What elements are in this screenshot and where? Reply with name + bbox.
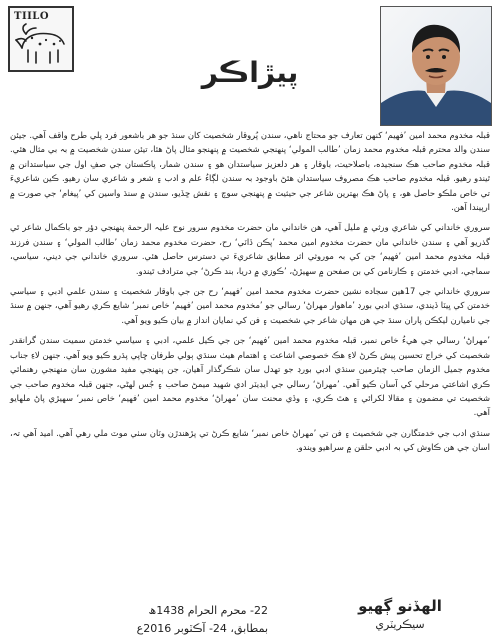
- paragraph: سروري خانداني کي شاعري ورثي ۾ مليل آهي، هن خانداني مان حضرت مخدوم سرور نوح عليہ الرحمة پنهنجي دؤر جو باڪمال شاعر ٿي گذريو آهي ۽ سندن خانداني مان حضرت مخدوم امين محمد ’پڪن ڏاٽي‘ رح، حضرت مخدوم محمد زمان ’طالب المولي‘ ۽ سندن فرزند قبلہ مخدوم محمد امين ’فهيم‘ جن کي بہ موروثي اثر مطابق شاعريءَ تي دسترس حاصل هئي. سروري خانداني جي ديني، سياسي، سماجي، ادبي خدمتن ۽ ڪارنامن کي بن صفحن ۾ سهيڙڻ، ’ڪوزي ۾ دريا، بند ڪرڻ‘ جي مترادف ٿيندو.: [10, 222, 490, 276]
- portrait-image: [381, 7, 491, 125]
- signature-title: سيڪريٽري: [375, 618, 425, 631]
- buffalo-logo-icon: [10, 8, 72, 70]
- page-title: پيڙاڪر: [201, 56, 299, 89]
- signature-block: [340, 596, 460, 634]
- preface-body: [10, 128, 490, 461]
- date-gregorian: بمطابق، 24- آڪٽوبر 2016ع: [136, 622, 268, 635]
- paragraph: سنڌي ادب جي خدمتگارن جي شخصيت ۽ فن تي ’مهراڻ خاص نمبر‘ شايع ڪرڻ تي پڙهندڙن وٽان سٺي موٽ ملي رهي آهي. اميد آهي تہ، اسان جي هن ڪاوش کي بہ ادبي حلقن ۾ سراهيو ويندو.: [10, 427, 490, 453]
- paragraph: سروري خانداني جي 17هين سجاده نشين حضرت مخدوم محمد امين ’فهيم‘ رح جن جي باوقار شخصيت ۽ سندن علمي ادبي ۽ سياسي خدمتن کي ڀيٽا ڏيندي، سنڌي ادبي بورڊ ’ماهوار مهراڻ‘ رسالي جو ’مخدوم محمد امين ’فهيم‘ خاص نمبر‘ شايع ڪري رهيو آهي، جنهن ۾ سنڌ جي ناميارن ليکڪن پاران سنڌ جي هن مهان شاعر جي شخصيت ۽ فن کي نمايان انداز ۾ بيان ڪيو ويو آهي.: [10, 286, 491, 325]
- logo: [8, 6, 74, 72]
- paragraph: ’مهراڻ‘ رسالي جي هيءُ خاص نمبر، قبلہ مخدوم محمد امين ’فهيم‘ جن جي ڪيل علمي، ادبي ۽ سياسي خدمتن سميت سندن گرانقدر شخصيت کي خراج تحسين پيش ڪرڻ لاءِ هڪ خصوصي اشاعت ۽ اهتمام هيٺ سنڌي ٻولي طرفان ڇاپي پڌرو ڪيو ويو آهي. جنهن لاءِ جناب مخدوم جميل الزمان صاحب چيئرمين سنڌي ادبي بورڊ جو تهدل سان شڪرگذار آهيان، جن پنهنجي مفيد مشورن سان منهنجي رهنمائي ڪري اشاعتي مرحلي کي آسان ڪيو آهي. ’مهراڻ‘ رسالي جي ايڊيٽر ادي شهيد ميمڻ صاحب ۽ جُس لهڻي، جنهن قبلہ مخدوم صاحب جي شخصيت تي مضمون ۽ مقالا لکرائي ۽ هٿ ڪري، ۽ وڏي محنت سان ’مهراڻ‘ مخدوم محمد امين ’فهيم‘ خاص نمبر‘ سهيڙي پاڻ ملهايو آهي.: [10, 335, 490, 418]
- paragraph: قبلہ مخدوم محمد امين ’فهيم‘ کنهن تعارف جو محتاج ناهي، سندن پُروقار شخصيت کان سنڌ جو هر باشعور فرد پلي طرح واقف آهي. جيئن سندن والد محترم قبلہ مخدوم محمد زمان ’طالب المولي‘ پنهنجي شخصيت ۾ پنهنجو مثال پاڻ هئا، تيئن سندن شخصيت ۾ بہ بي مثال هئي. قبلہ مخدوم صاحب هڪ سنجيده، باصلاحيت، باوقار ۽ هر دلعزيز سياستدان هو ۽ سندن شمار، پاڪستان جي صفِ اول جي سياستدانن ۾ ٿيندو رهيو. قبلہ مخدوم صاحب هڪ مصروف سياستدان هئڻ باوجود بہ سندن لڳاءُ علم و ادب ۽ شعر و شاعري سان رهيو. ڪين شاعريءَ تي خاص ملڪو حاصل هو، ۽ پاڻ هڪ بهترين شاعر جي حيثيت ۾ پنهنجي سوچ ۽ نقش ڇڏيو، سندن ۾ سنڌ واسين کي ’پيغام‘ جي صورت ۾ ارپيندا آهن.: [10, 130, 490, 213]
- date-hijri: 22- محرم الحرام 1438ھ: [148, 604, 268, 617]
- author-portrait: [380, 6, 492, 126]
- date-block: [8, 602, 268, 638]
- signature-name: الهڏنو ڳهيو: [358, 597, 442, 615]
- logo-text: TIILO: [14, 11, 50, 22]
